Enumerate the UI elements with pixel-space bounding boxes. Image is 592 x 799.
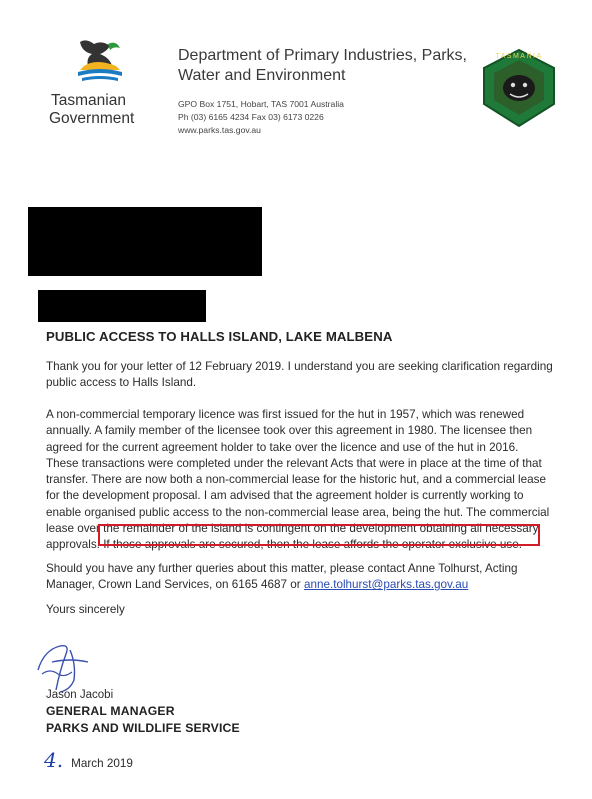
text-line: public access to Halls Island. bbox=[46, 376, 197, 390]
red-highlight-box bbox=[98, 524, 540, 546]
text-line: annually. A family member of the licensee took over this agreement in 1980. The licensee then bbox=[46, 424, 533, 438]
department-name bbox=[178, 46, 467, 86]
parks-wildlife-badge bbox=[480, 48, 558, 128]
department-line2: Water and Environment bbox=[178, 67, 346, 84]
paragraph-3 bbox=[46, 561, 566, 594]
text-line: These transactions were completed under the relevant Acts that were in place at the time of that bbox=[46, 456, 542, 470]
text-line: enable organised public access to the non-commercial lease area, being the hut. The commercial bbox=[46, 505, 550, 519]
phone-fax: Ph (03) 6165 4234 Fax 03) 6173 0226 bbox=[178, 112, 324, 122]
signer-name: Jason Jacobi bbox=[46, 689, 114, 701]
signer-title-line1: GENERAL MANAGER bbox=[46, 704, 175, 718]
postal-address: GPO Box 1751, Hobart, TAS 7001 Australia bbox=[178, 99, 344, 109]
redacted-salutation bbox=[38, 290, 206, 322]
text-line: Should you have any further queries about this matter, please contact Anne Tolhurst, Acting bbox=[46, 562, 518, 575]
department-line1: Department of Primary Industries, Parks, bbox=[178, 47, 467, 64]
text-line: agreed for the current agreement holder to take over the licence and use of the hut in 2016. bbox=[46, 440, 519, 454]
department-contacts bbox=[178, 98, 344, 137]
closing-text: Yours sincerely bbox=[46, 603, 125, 616]
highlighted-sentence: If those approvals are secured, then the lease affords the operator exclusive use. bbox=[103, 538, 523, 552]
text-line: Thank you for your letter of 12 February 2019. I understand you are seeking clarification regarding bbox=[46, 360, 553, 373]
text-line: A non-commercial temporary licence was first issued for the hut in 1957, which was renewed bbox=[46, 408, 525, 421]
text-fragment: approvals. bbox=[46, 538, 100, 552]
letter-subject-heading: PUBLIC ACCESS TO HALLS ISLAND, LAKE MALBENA bbox=[46, 329, 393, 344]
svg-text:TASMANIA: TASMANIA bbox=[495, 53, 543, 60]
paragraph-1 bbox=[46, 359, 566, 392]
text-line: for the development proposal. I am advised that the agreement holder is currently working to bbox=[46, 489, 524, 503]
thylacine-emblem-icon bbox=[50, 36, 150, 86]
handwritten-day: 4. bbox=[44, 748, 64, 772]
letter-date bbox=[44, 748, 133, 772]
website: www.parks.tas.gov.au bbox=[178, 125, 261, 135]
government-name-line1: Tasmanian bbox=[51, 92, 126, 109]
text-fragment: Manager, Crown Land Services, on 6165 4687 or bbox=[46, 578, 301, 592]
closing bbox=[46, 602, 566, 618]
text-line: lease over the remainder of the island is contingent on the development obtaining all necessary bbox=[46, 522, 539, 536]
parks-wildlife-badge-icon bbox=[480, 48, 558, 128]
email-link[interactable]: anne.tolhurst@parks.tas.gov.au bbox=[303, 578, 469, 592]
redacted-recipient-block bbox=[28, 207, 262, 276]
government-name-line2: Government bbox=[49, 110, 135, 127]
text-line bbox=[46, 577, 566, 593]
signer-title-line2: PARKS AND WILDLIFE SERVICE bbox=[46, 721, 240, 735]
date-text: March 2019 bbox=[71, 757, 133, 770]
text-line: transfer. There are now both a non-commercial lease for the historic hut, and a commercial lease bbox=[46, 473, 546, 487]
